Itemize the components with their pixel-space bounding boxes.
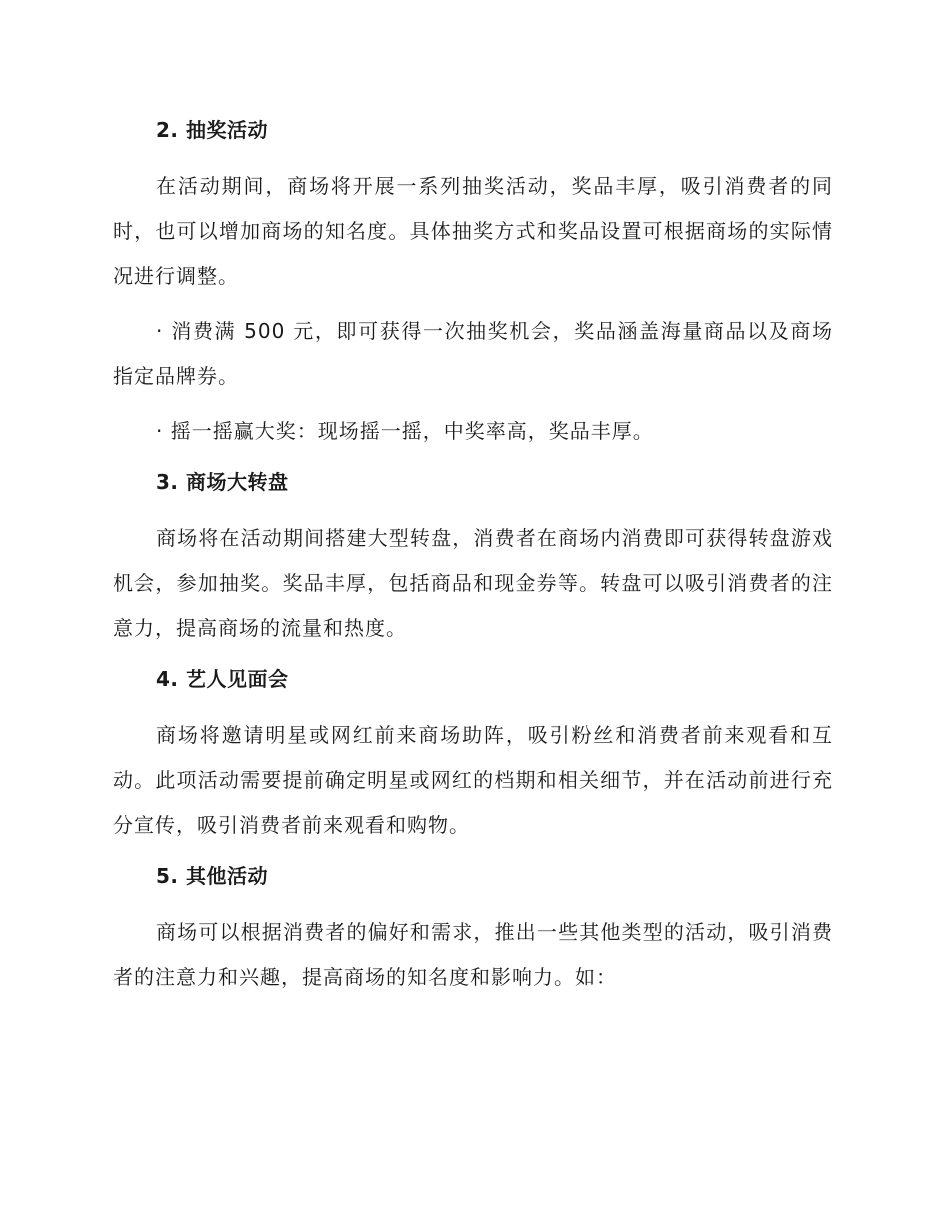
section-other-activities xyxy=(113,858,833,1000)
section-artist-meet xyxy=(113,661,833,848)
section-heading: 2. 抽奖活动 xyxy=(156,118,268,142)
paragraph: 在活动期间，商场将开展一系列抽奖活动，奖品丰厚，吸引消费者的同时，也可以增加商场的知名度。具体抽奖方式和奖品设置可根据商场的实际情况进行调整。 xyxy=(113,174,833,288)
section-heading: 5. 其他活动 xyxy=(156,864,268,888)
paragraph: 商场可以根据消费者的偏好和需求，推出一些其他类型的活动，吸引消费者的注意力和兴趣，提高商场的知名度和影响力。如： xyxy=(113,920,833,989)
paragraph: 商场将邀请明星或网红前来商场助阵，吸引粉丝和消费者前来观看和互动。此项活动需要提前确定明星或网红的档期和相关细节，并在活动前进行充分宣传，吸引消费者前来观看和购物。 xyxy=(113,723,833,837)
section-heading: 3. 商场大转盘 xyxy=(156,470,289,494)
bullet-item: · 摇一摇赢大奖：现场摇一摇，中奖率高，奖品丰厚。 xyxy=(156,419,654,443)
section-big-wheel xyxy=(113,464,833,651)
section-heading: 4. 艺人见面会 xyxy=(156,667,289,691)
bullet-item: · 消费满 500 元，即可获得一次抽奖机会，奖品涵盖海量商品以及商场指定品牌券。 xyxy=(113,319,833,388)
paragraph: 商场将在活动期间搭建大型转盘，消费者在商场内消费即可获得转盘游戏机会，参加抽奖。奖品丰厚，包括商品和现金券等。转盘可以吸引消费者的注意力，提高商场的流量和热度。 xyxy=(113,526,833,640)
section-lottery xyxy=(113,112,833,454)
document-body xyxy=(113,112,833,1010)
